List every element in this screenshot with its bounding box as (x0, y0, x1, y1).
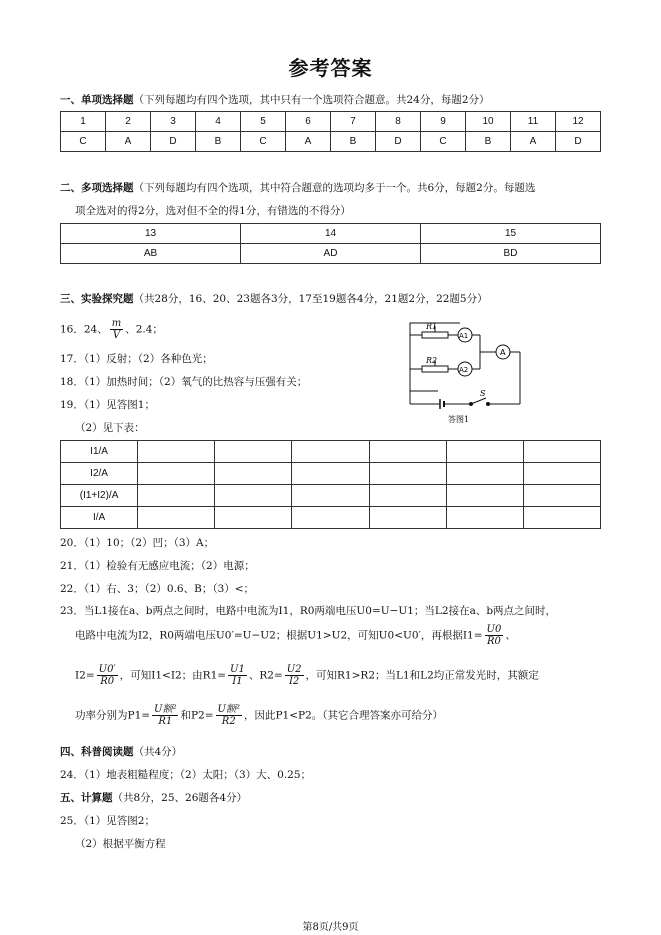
multi-choice-row (61, 224, 601, 244)
a2-label: A2 (459, 366, 469, 374)
section-4-heading: 四、科普阅读题（共4分） (60, 746, 183, 758)
single-choice-cell: 6 (286, 112, 331, 132)
q19-table-row (61, 441, 601, 463)
q19-table-cell (446, 485, 523, 507)
single-choice-cell: 8 (376, 112, 421, 132)
q19-table-cell (369, 507, 446, 529)
q22-answer: 22．（1）右、3；（2）0.6、B；（3）<； (60, 583, 255, 595)
r1-label: R1 (426, 322, 438, 331)
section-2-heading: 二、多项选择题（下列每题均有四个选项，其中符合题意的选项均多于一个。共6分，每题2分。每题选 (60, 182, 536, 194)
q19-table-cell (138, 463, 215, 485)
q19-table-cell (215, 485, 292, 507)
q19-table-cell (292, 441, 369, 463)
q19-table-cell (446, 507, 523, 529)
q19-table-cell: (I1+I2)/A (61, 485, 138, 507)
s-label: S (480, 389, 486, 398)
single-choice-cell: 11 (511, 112, 556, 132)
q19-table-cell (369, 485, 446, 507)
q19-table-cell (523, 463, 600, 485)
q19-table-cell (138, 485, 215, 507)
single-choice-cell: 5 (241, 112, 286, 132)
multi-choice-cell: AD (241, 244, 421, 264)
single-choice-cell: C (241, 132, 286, 152)
multi-choice-cell: AB (61, 244, 241, 264)
q19-table-cell (215, 463, 292, 485)
q23-line-2: 电路中电流为I2，R0两端电压U0′=U−U2；根据U1>U2，可知U0<U0′，再根据I1= $\frac{U0}{R0}$ 、 (75, 624, 516, 647)
single-choice-cell: C (61, 132, 106, 152)
single-choice-cell: 3 (151, 112, 196, 132)
single-choice-cell: C (421, 132, 466, 152)
a1-label: A1 (459, 332, 469, 340)
single-choice-row (61, 132, 601, 152)
page-title: 参考答案 (288, 56, 373, 80)
q19-table-row (61, 463, 601, 485)
q19-table-cell (292, 463, 369, 485)
q19-table-cell (523, 507, 600, 529)
single-choice-cell: A (286, 132, 331, 152)
page-footer: 第8页/共9页 (302, 922, 359, 933)
q23-line-3: I2= $\frac{U0'}{R0}$ ，可知I1<I2；由R1= $\frac{U1}{I1}$ 、R2= $\frac{U2}{I2}$ ，可知R1>R2；当L1和L2均正常发光时，其额定 (75, 664, 539, 687)
q19-table-intro: （2）见下表： (75, 422, 145, 434)
q16-answer: 16．24、 $\frac{m}{V}$ 、2.4； (60, 318, 163, 341)
single-choice-row (61, 112, 601, 132)
single-choice-cell: B (331, 132, 376, 152)
single-choice-table (60, 111, 601, 152)
q20-answer: 20．（1）10；（2）凹；（3）A； (60, 537, 215, 549)
q23-line-4: 功率分别为P1= $\frac{\text{U额²}}{R1}$ 和P2= $\frac{\text{U额²}}{R2}$ ，因此P1<P2。（其它合理答案亦可给分） (75, 704, 444, 727)
multi-choice-cell: 14 (241, 224, 421, 244)
section-3-heading: 三、实验探究题（共28分，16、20、23题各3分，17至19题各4分，21题2分，22题5分） (60, 293, 488, 305)
q19-table-cell (369, 441, 446, 463)
resistor-r1 (422, 332, 448, 338)
section-1-heading: 一、单项选择题（下列每题均有四个选项，其中只有一个选项符合题意。共24分，每题2分） (60, 94, 490, 106)
q19-data-table (60, 440, 601, 529)
q25-answer: 25．（1）见答图2； (60, 815, 155, 827)
q19-table-cell (215, 507, 292, 529)
single-choice-cell: 1 (61, 112, 106, 132)
multi-choice-cell: BD (421, 244, 601, 264)
q23-line-1: 23．当L1接在a、b两点之间时，电路中电流为I1，R0两端电压U0=U−U1；当L2接在a、b两点之间时， (60, 605, 557, 617)
q19-table-cell (369, 463, 446, 485)
single-choice-cell: 7 (331, 112, 376, 132)
q19-table-cell (446, 463, 523, 485)
a-label: A (500, 348, 506, 357)
multi-choice-cell: 15 (421, 224, 601, 244)
q17-answer: 17．（1）反射；（2）各种色光； (60, 353, 213, 365)
q19-table-cell (523, 485, 600, 507)
single-choice-cell: A (511, 132, 556, 152)
q19-table-cell (523, 441, 600, 463)
section-2-note: 项全选对的得2分，选对但不全的得1分，有错选的不得分） (75, 205, 351, 217)
multi-choice-cell: 13 (61, 224, 241, 244)
q19-table-row (61, 507, 601, 529)
section-5-heading: 五、计算题（共8分，25、26题各4分） (60, 792, 248, 804)
single-choice-cell: 9 (421, 112, 466, 132)
single-choice-cell: D (151, 132, 196, 152)
single-choice-cell: D (376, 132, 421, 152)
q19-table-cell: I2/A (61, 463, 138, 485)
q19-table-cell (292, 485, 369, 507)
single-choice-cell: 12 (556, 112, 601, 132)
resistor-r2 (422, 366, 448, 372)
q19-table-row (61, 485, 601, 507)
q19-table-cell (138, 441, 215, 463)
r2-label: R2 (426, 356, 438, 365)
circuit-diagram (400, 318, 530, 428)
single-choice-cell: D (556, 132, 601, 152)
multi-choice-table (60, 223, 601, 264)
single-choice-cell: 2 (106, 112, 151, 132)
single-choice-cell: A (106, 132, 151, 152)
q24-answer: 24．（1）地表粗糙程度；（2）太阳；（3）大、0.25； (60, 769, 312, 781)
q19-table-cell (446, 441, 523, 463)
q19-table-cell (215, 441, 292, 463)
single-choice-cell: B (196, 132, 241, 152)
q19-table-cell: I/A (61, 507, 138, 529)
q21-answer: 21．（1）检验有无感应电流；（2）电源； (60, 560, 255, 572)
single-choice-cell: B (466, 132, 511, 152)
single-choice-cell: 4 (196, 112, 241, 132)
q19-table-cell (138, 507, 215, 529)
q19-table-cell: I1/A (61, 441, 138, 463)
multi-choice-row (61, 244, 601, 264)
q25-part2: （2）根据平衡方程 (75, 838, 166, 850)
figure-caption: 答图1 (448, 415, 470, 424)
q19-answer: 19．（1）见答图1； (60, 399, 155, 411)
single-choice-cell: 10 (466, 112, 511, 132)
q18-answer: 18．（1）加热时间；（2）氧气的比热容与压强有关； (60, 376, 308, 388)
q19-table-cell (292, 507, 369, 529)
